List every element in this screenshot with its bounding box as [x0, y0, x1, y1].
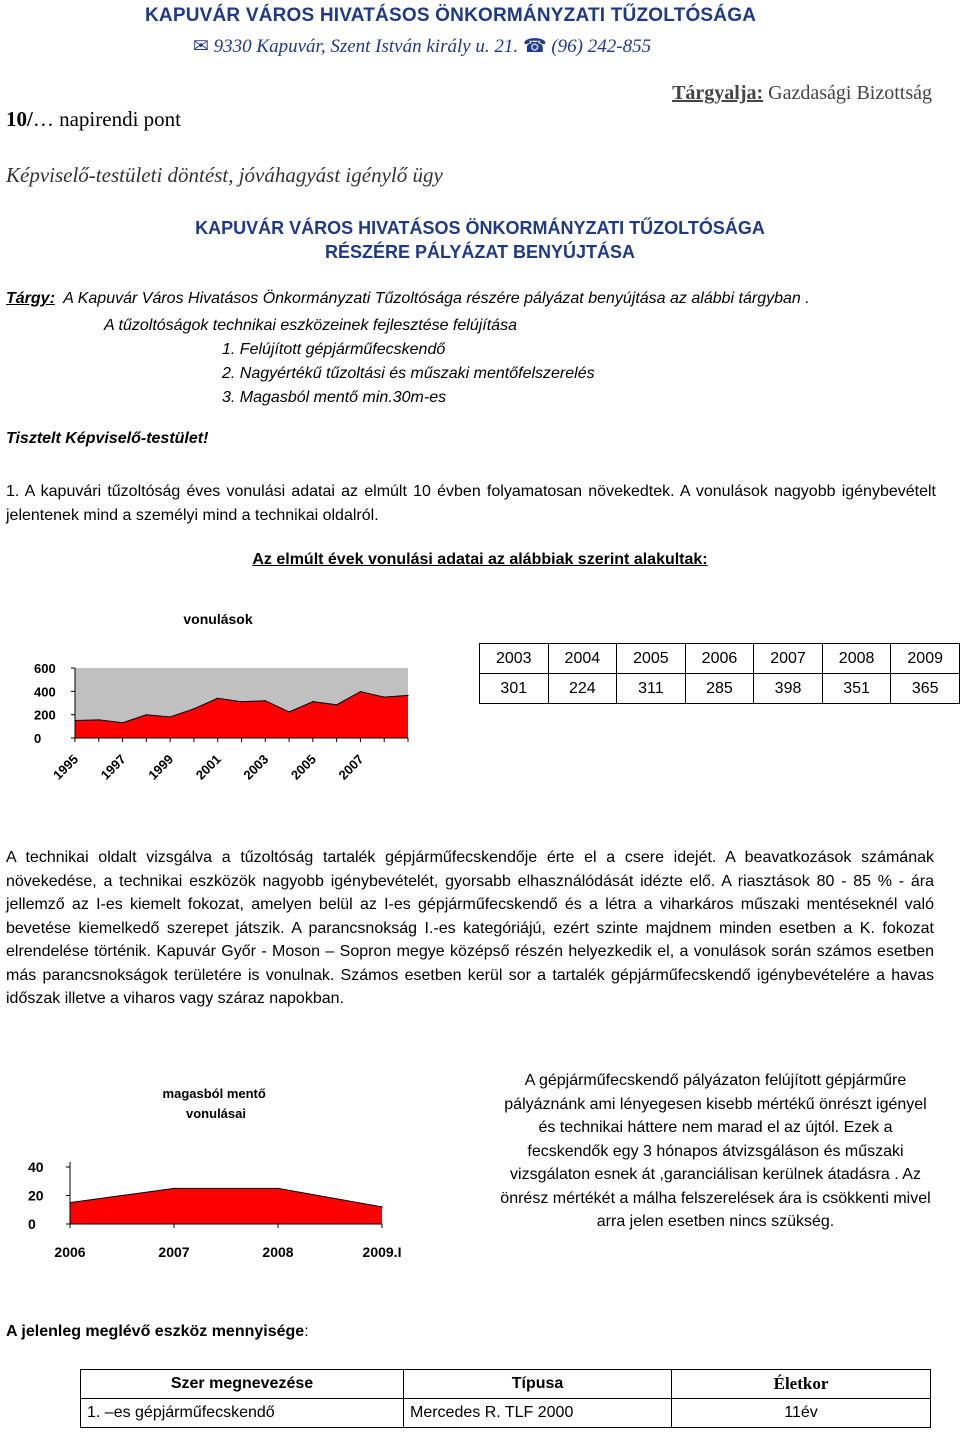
year-cell: 2006	[685, 644, 754, 674]
year-cell: 2005	[617, 644, 686, 674]
data-point	[336, 704, 337, 705]
x-tick-label: 2006	[54, 1244, 86, 1260]
inventory-title	[6, 1323, 309, 1341]
chart2-title	[163, 1086, 270, 1121]
chart1-heading	[0, 551, 960, 569]
right-note: A gépjárműfecskendő pályázaton felújított gépjárműre pályáznánk ami lényegesen kisebb mértékű önrészt igényel és technikai háttere nem marad el az újtól. Ezek a fecskendők egy 3 hónapos átvizsgáláson és műszaki vizsgálaton esnek át ,garanciálisan kerülnek átadásra . Az önrész mértékét a málha felszerelések ára is csökkenti mivel arra jelen esetben nincs szükség.	[500, 1072, 931, 1230]
agenda-point	[6, 107, 181, 132]
data-point	[170, 716, 171, 717]
paragraph-1: 1. A kapuvári tűzoltóság éves vonulási adatai az elmúlt 10 évben folyamatosan növekedtek. A vonulások nagyobb igénybevételt jelentenek mind a személyi mind a technikai oldalról.	[6, 483, 936, 524]
chart2-title-line2: vonulásai	[186, 1106, 246, 1121]
discussed-by-label: Tárgyalja:	[672, 82, 764, 104]
address-line	[193, 35, 651, 58]
data-point	[312, 701, 313, 702]
subject-subtitle: A tűzoltóságok technikai eszközeinek fejlesztése felújítása	[104, 317, 517, 334]
subject-label: Tárgy:	[6, 290, 55, 307]
inventory-cell: 1. –es gépjárműfecskendő	[81, 1399, 404, 1428]
inventory-title-colon: :	[304, 1323, 309, 1340]
data-point	[98, 719, 99, 720]
greeting: Tisztelt Képviselő-testület!	[6, 430, 209, 447]
chart1-title: vonulások	[183, 611, 253, 627]
data-point	[360, 691, 361, 692]
inventory-cell: Mercedes R. TLF 2000	[404, 1399, 672, 1428]
value-cell: 365	[891, 674, 960, 704]
x-tick-label: 2003	[240, 751, 272, 783]
x-tick-label: 2009.I	[362, 1244, 402, 1260]
phone-text: (96) 242-855	[551, 36, 652, 57]
data-point	[277, 1188, 278, 1189]
agenda-text: napirendi pont	[59, 107, 181, 131]
main-title-line1: KAPUVÁR VÁROS HIVATÁSOS ÖNKORMÁNYZATI TŰZOLTÓSÁGA	[195, 218, 765, 238]
value-cell: 301	[480, 674, 549, 704]
org-title: KAPUVÁR VÁROS HIVATÁSOS ÖNKORMÁNYZATI TŰZOLTÓSÁGA	[145, 5, 757, 26]
y-tick-label: 400	[34, 684, 56, 700]
x-tick-label: 1997	[97, 751, 129, 783]
value-cell: 285	[685, 674, 754, 704]
agenda-number: 10/	[6, 107, 33, 131]
subject-item: 1. Felújított gépjárműfecskendő	[222, 341, 446, 358]
x-tick-label: 2005	[287, 751, 319, 783]
year-row	[480, 644, 960, 674]
year-cell: 2007	[754, 644, 823, 674]
inventory-cell: 11év	[672, 1399, 931, 1428]
y-tick-label: 0	[28, 1216, 36, 1232]
data-point	[289, 711, 290, 712]
magasbol-mento-chart	[0, 1060, 440, 1280]
x-tick-label: 1995	[50, 751, 82, 783]
vonulasok-chart	[0, 600, 470, 810]
data-point	[384, 697, 385, 698]
year-cell: 2008	[822, 644, 891, 674]
chart1-heading-text: Az elmúlt évek vonulási adatai az alábbiak szerint alakultak:	[252, 551, 708, 568]
year-table	[479, 643, 960, 704]
x-tick-label: 2007	[158, 1244, 190, 1260]
inventory-header: Szer megnevezése	[81, 1370, 404, 1399]
envelope-icon: ✉	[193, 36, 209, 57]
inventory-table	[80, 1369, 931, 1428]
phone-icon: ☎	[522, 36, 547, 57]
data-point	[173, 1188, 174, 1189]
chart2-title-line1: magasból mentő	[162, 1086, 266, 1101]
inventory-header-row	[81, 1370, 931, 1399]
subject-item: 2. Nagyértékű tűzoltási és műszaki mentőfelszerelés	[222, 365, 595, 382]
data-point	[122, 722, 123, 723]
data-point	[146, 714, 147, 715]
decision-type: Képviselő-testületi döntést, jóváhagyást igénylő ügy	[6, 163, 443, 187]
subject-text: A Kapuvár Város Hivatásos Önkormányzati Tűzoltósága részére pályázat benyújtása az alábbi tárgyban .	[63, 290, 810, 307]
agenda-dots: …	[32, 107, 54, 131]
data-point	[217, 698, 218, 699]
data-point	[265, 700, 266, 701]
y-tick-label: 0	[34, 731, 42, 746]
y-tick-label: 600	[34, 661, 56, 676]
year-cell: 2003	[480, 644, 549, 674]
year-cell: 2004	[548, 644, 617, 674]
data-point	[381, 1206, 382, 1207]
table-row	[81, 1399, 931, 1428]
discussed-by	[672, 82, 932, 105]
area-series	[70, 1188, 382, 1224]
discussed-by-value: Gazdasági Bizottság	[768, 82, 932, 104]
address-text: 9330 Kapuvár, Szent István király u. 21.	[213, 36, 519, 57]
data-point	[193, 708, 194, 709]
main-title-line2: RÉSZÉRE PÁLYÁZAT BENYÚJTÁSA	[324, 242, 636, 262]
x-tick-label: 2007	[335, 751, 367, 783]
inventory-title-text: A jelenleg meglévő eszköz mennyisége	[6, 1323, 305, 1340]
value-cell: 224	[548, 674, 617, 704]
value-cell: 398	[754, 674, 823, 704]
year-cell: 2009	[891, 644, 960, 674]
data-point	[241, 701, 242, 702]
value-cell: 351	[822, 674, 891, 704]
value-row	[480, 674, 960, 704]
x-tick-label: 2008	[262, 1244, 294, 1260]
subject	[6, 287, 810, 311]
x-tick-label: 1999	[145, 751, 177, 783]
y-tick-label: 200	[34, 707, 56, 723]
inventory-header: Életkor	[672, 1370, 931, 1399]
y-tick-label: 40	[28, 1159, 44, 1175]
inventory-header: Típusa	[404, 1370, 672, 1399]
value-cell: 311	[617, 674, 686, 704]
data-point	[407, 695, 408, 696]
y-tick-label: 20	[28, 1187, 44, 1204]
paragraph-2: A technikai oldalt vizsgálva a tűzoltóság tartalék gépjárműfecskendője érte el a csere idejét. A beavatkozások számának növekedése, a technikai eszközök nagyobb igénybevételét, gyorsabb elhasználódását idézte elő. A riasztások 80 - 85 % - ára jellemző az I-es kiemelt fokozat, amelyen belül az I-es gépjárműfecskendő és a létra a viharkáros műszaki mentéseknél való bevetése kiemelkedő szerepet játszik. A parancsnokság I.-es kategóriájú, ezért szinte majdnem minden esetben a K. fokozat elrendelése történik. Kapuvár Győr - Moson – Sopron megye középső részén helyezkedik el, a vonulások során számos esetben más parancsnokságok területére is vonulnak. Számos esetben kerül sor a tartalék gépjárműfecskendő igénybevételére a havas időszak illetve a viharos vagy száraz napokban.	[6, 849, 934, 1007]
subject-item: 3. Magasból mentő min.30m-es	[222, 389, 447, 406]
x-tick-label: 2001	[192, 751, 224, 783]
